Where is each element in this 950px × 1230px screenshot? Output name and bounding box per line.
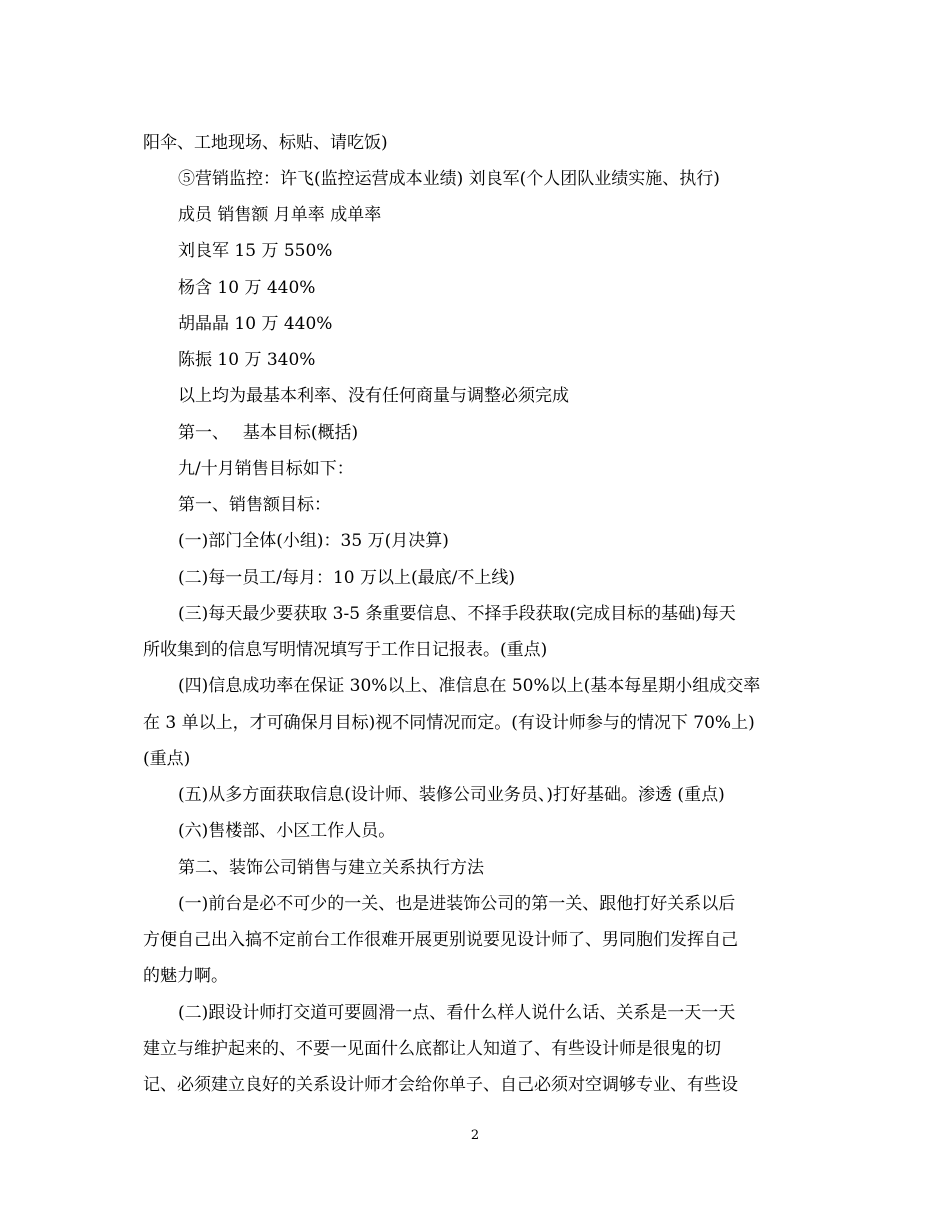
text-line: 以上均为最基本利率、没有任何商量与调整必须完成 [178, 386, 569, 406]
text-line: ⑤营销监控：许飞(监控运营成本业绩) 刘良军(个人团队业绩实施、执行) [178, 169, 720, 189]
text-line: 建立与维护起来的、不要一见面什么底都让人知道了、有些设计师是很鬼的切 [143, 1039, 721, 1059]
text-line: (五)从多方面获取信息(设计师、装修公司业务员、)打好基础。渗透 (重点) [178, 785, 725, 805]
text-line: (一)部门全体(小组)：35 万(月决算) [178, 531, 449, 551]
text-line: 所收集到的信息写明情况填写于工作日记报表。(重点) [143, 640, 548, 660]
text-line: (六)售楼部、小区工作人员。 [178, 821, 396, 841]
text-line: (二)每一员工/每月：10 万以上(最底/不上线) [178, 568, 516, 588]
text-line: 成员 销售额 月单率 成单率 [178, 205, 382, 225]
text-line: 第一、 基本目标(概括) [178, 423, 359, 443]
text-line: (一)前台是必不可少的一关、也是进装饰公司的第一关、跟他打好关系以后 [178, 894, 736, 914]
text-line: 杨含 10 万 440% [178, 278, 316, 298]
text-line: 记、必须建立良好的关系设计师才会给你单子、自己必须对空调够专业、有些设 [143, 1075, 738, 1095]
text-line: 九/十月销售目标如下： [178, 459, 354, 479]
text-line: (二)跟设计师打交道可要圆滑一点、看什么样人说什么话、关系是一天一天 [178, 1003, 736, 1023]
text-line: 在 3 单以上，才可确保月目标)视不同情况而定。(有设计师参与的情况下 70%上) [143, 713, 755, 733]
text-line: 刘良军 15 万 550% [178, 241, 333, 261]
text-line: 阳伞、工地现场、标贴、请吃饭) [143, 133, 388, 153]
text-line: (四)信息成功率在保证 30%以上、准信息在 50%以上(基本每星期小组成交率 [178, 676, 761, 696]
text-line: 第一、销售额目标： [178, 495, 331, 515]
text-line: 胡晶晶 10 万 440% [178, 314, 333, 334]
page-number: 2 [470, 1128, 480, 1143]
text-line: 的魅力啊。 [143, 966, 228, 986]
text-line: 方便自己出入搞不定前台工作很难开展更别说要见设计师了、男同胞们发挥自己 [143, 930, 738, 950]
text-line: (三)每天最少要获取 3-5 条重要信息、不择手段获取(完成目标的基础)每天 [178, 604, 736, 624]
text-line: (重点) [143, 749, 191, 769]
text-line: 第二、装饰公司销售与建立关系执行方法 [178, 858, 484, 878]
text-line: 陈振 10 万 340% [178, 350, 316, 370]
